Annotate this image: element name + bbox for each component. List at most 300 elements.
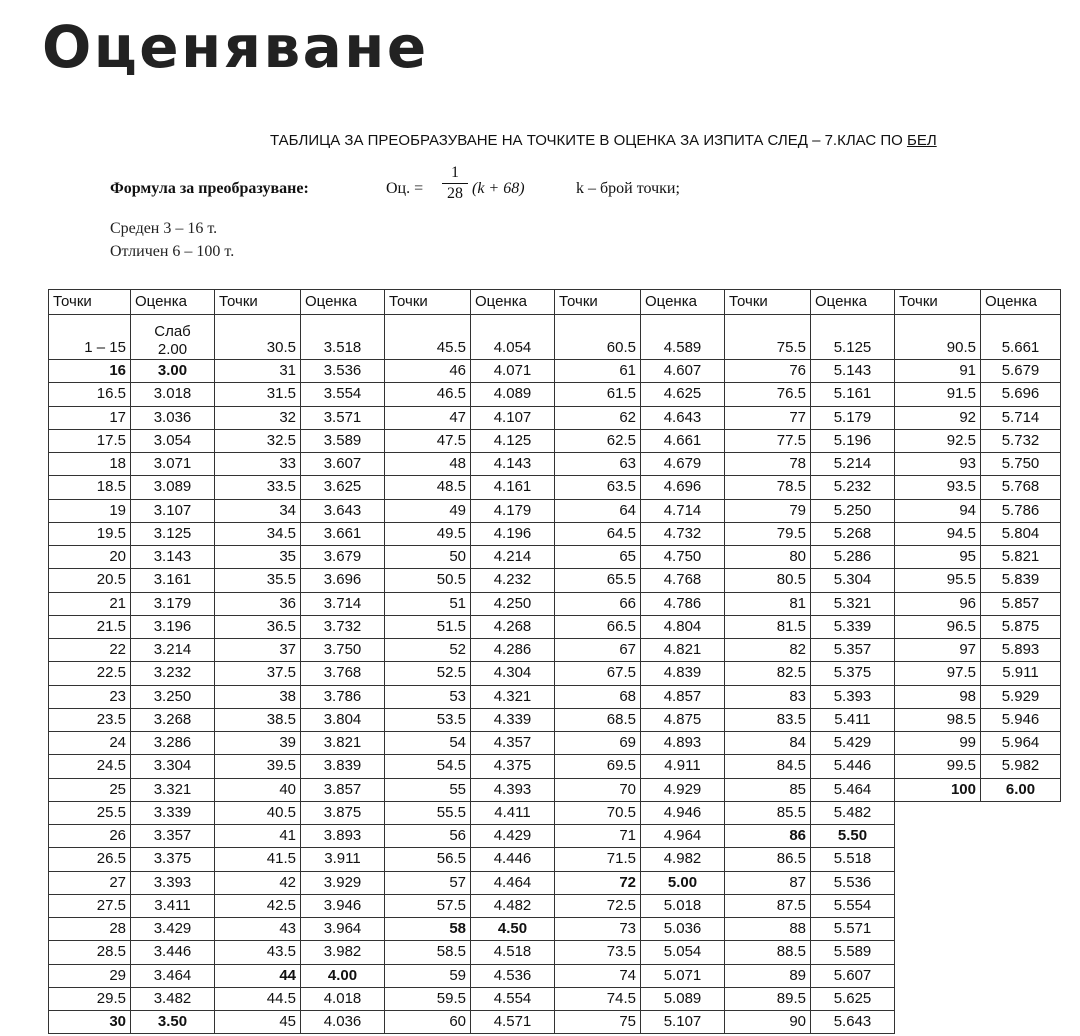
empty-cell (981, 941, 1061, 964)
header-points: Точки (215, 290, 301, 315)
points-cell: 66 (555, 592, 641, 615)
formula-denominator: 28 (447, 185, 463, 202)
points-cell: 89 (725, 964, 811, 987)
points-cell: 98 (895, 685, 981, 708)
header-grade: Оценка (301, 290, 385, 315)
points-cell: 50.5 (385, 569, 471, 592)
points-cell: 62 (555, 406, 641, 429)
points-cell: 19 (49, 499, 131, 522)
points-cell: 51.5 (385, 615, 471, 638)
grade-cell: 3.643 (301, 499, 385, 522)
points-cell: 17 (49, 406, 131, 429)
grade-cell: 5.607 (811, 964, 895, 987)
points-cell: 71 (555, 825, 641, 848)
points-cell: 92.5 (895, 429, 981, 452)
grade-cell: 5.554 (811, 894, 895, 917)
points-cell: 45.5 (385, 315, 471, 360)
table-row (49, 406, 1061, 429)
grade-cell: 3.929 (301, 871, 385, 894)
grade-cell: 3.446 (131, 941, 215, 964)
grade-cell: 4.696 (641, 476, 725, 499)
grade-cell: 4.554 (471, 987, 555, 1010)
points-cell: 72.5 (555, 894, 641, 917)
grade-cell: 3.839 (301, 755, 385, 778)
grade-cell: 3.375 (131, 848, 215, 871)
points-cell: 94 (895, 499, 981, 522)
points-cell: 39.5 (215, 755, 301, 778)
points-cell: 95.5 (895, 569, 981, 592)
points-cell: 71.5 (555, 848, 641, 871)
points-cell: 55.5 (385, 801, 471, 824)
points-cell: 38 (215, 685, 301, 708)
points-cell: 93 (895, 453, 981, 476)
points-cell: 97.5 (895, 662, 981, 685)
points-cell: 74.5 (555, 987, 641, 1010)
document-heading-text: ТАБЛИЦА ЗА ПРЕОБРАЗУВАНЕ НА ТОЧКИТЕ В ОЦЕНКА ЗА ИЗПИТА СЛЕД – 7.КЛАС ПО (270, 132, 907, 149)
points-cell: 40.5 (215, 801, 301, 824)
table-row (49, 708, 1061, 731)
points-cell: 56 (385, 825, 471, 848)
points-cell: 32 (215, 406, 301, 429)
header-points: Точки (725, 290, 811, 315)
table-row (49, 569, 1061, 592)
grade-cell: 3.714 (301, 592, 385, 615)
points-cell: 56.5 (385, 848, 471, 871)
grade-cell: 4.304 (471, 662, 555, 685)
points-cell: 26.5 (49, 848, 131, 871)
grade-cell: 4.732 (641, 522, 725, 545)
grade-cell: 4.161 (471, 476, 555, 499)
points-cell: 23.5 (49, 708, 131, 731)
points-cell: 18 (49, 453, 131, 476)
grade-cell: 4.214 (471, 546, 555, 569)
points-cell: 67 (555, 639, 641, 662)
points-cell: 61 (555, 360, 641, 383)
points-cell: 29.5 (49, 987, 131, 1010)
grade-cell: 5.714 (981, 406, 1061, 429)
grade-cell: 4.268 (471, 615, 555, 638)
grade-cell: 5.732 (981, 429, 1061, 452)
grade-cell: 4.107 (471, 406, 555, 429)
points-cell: 33 (215, 453, 301, 476)
empty-cell (895, 801, 981, 824)
points-cell: 73.5 (555, 941, 641, 964)
points-cell: 88 (725, 918, 811, 941)
grade-cell: 3.50 (131, 1011, 215, 1034)
points-cell: 47 (385, 406, 471, 429)
empty-cell (895, 987, 981, 1010)
grade-cell: 5.446 (811, 755, 895, 778)
grade-cell: 3.179 (131, 592, 215, 615)
table-row (49, 732, 1061, 755)
empty-cell (981, 801, 1061, 824)
grade-cell: 4.982 (641, 848, 725, 871)
grade-cell: 4.911 (641, 755, 725, 778)
empty-cell (981, 1011, 1061, 1034)
points-cell: 98.5 (895, 708, 981, 731)
points-cell: 54 (385, 732, 471, 755)
points-cell: 60.5 (555, 315, 641, 360)
points-cell: 1 – 15 (49, 315, 131, 360)
points-cell: 87 (725, 871, 811, 894)
points-cell: 93.5 (895, 476, 981, 499)
grade-cell: 5.964 (981, 732, 1061, 755)
points-cell: 58 (385, 918, 471, 941)
points-cell: 41.5 (215, 848, 301, 871)
grade-cell: 5.911 (981, 662, 1061, 685)
page-title: Оценяване (42, 13, 429, 81)
points-cell: 85 (725, 778, 811, 801)
points-cell: 78 (725, 453, 811, 476)
grade-cell: 3.732 (301, 615, 385, 638)
points-cell: 44 (215, 964, 301, 987)
points-cell: 69.5 (555, 755, 641, 778)
points-cell: 32.5 (215, 429, 301, 452)
grade-cell: 4.768 (641, 569, 725, 592)
grade-cell: 5.696 (981, 383, 1061, 406)
grade-cell: 3.982 (301, 941, 385, 964)
grade-cell: 4.625 (641, 383, 725, 406)
empty-cell (895, 825, 981, 848)
points-cell: 90.5 (895, 315, 981, 360)
grade-cell: 4.964 (641, 825, 725, 848)
points-cell: 21.5 (49, 615, 131, 638)
formula-label: Формула за преобразуване: (110, 180, 309, 197)
grade-conversion-table (48, 289, 1061, 1034)
grade-cell: 4.464 (471, 871, 555, 894)
points-cell: 31 (215, 360, 301, 383)
points-cell: 75 (555, 1011, 641, 1034)
grade-cell: 3.661 (301, 522, 385, 545)
points-cell: 52.5 (385, 662, 471, 685)
grade-cell: 4.125 (471, 429, 555, 452)
grade-cell: 3.107 (131, 499, 215, 522)
points-cell: 39 (215, 732, 301, 755)
grade-cell: 4.857 (641, 685, 725, 708)
header-points: Точки (49, 290, 131, 315)
grade-cell: 3.071 (131, 453, 215, 476)
table-row (49, 941, 1061, 964)
table-row (49, 685, 1061, 708)
points-cell: 87.5 (725, 894, 811, 917)
grade-cell: 3.804 (301, 708, 385, 731)
grade-cell: 4.946 (641, 801, 725, 824)
grade-cell: 4.143 (471, 453, 555, 476)
points-cell: 76.5 (725, 383, 811, 406)
grade-cell: 4.446 (471, 848, 555, 871)
points-cell: 24.5 (49, 755, 131, 778)
grade-cell: 4.750 (641, 546, 725, 569)
grade-cell: 4.018 (301, 987, 385, 1010)
points-cell: 37 (215, 639, 301, 662)
points-cell: 58.5 (385, 941, 471, 964)
fraction-bar (442, 183, 468, 184)
grade-cell: 4.393 (471, 778, 555, 801)
points-cell: 96 (895, 592, 981, 615)
grade-cell: 3.679 (301, 546, 385, 569)
grade-cell: 4.071 (471, 360, 555, 383)
points-cell: 21 (49, 592, 131, 615)
points-cell: 70 (555, 778, 641, 801)
points-cell: 43 (215, 918, 301, 941)
points-cell: 42.5 (215, 894, 301, 917)
grade-cell: 5.393 (811, 685, 895, 708)
grade-cell: 5.304 (811, 569, 895, 592)
grade-cell: 5.036 (641, 918, 725, 941)
table-row (49, 592, 1061, 615)
grade-cell: 4.196 (471, 522, 555, 545)
points-cell: 48.5 (385, 476, 471, 499)
formula-numerator: 1 (451, 164, 459, 181)
grade-cell: 5.00 (641, 871, 725, 894)
points-cell: 20.5 (49, 569, 131, 592)
points-cell: 16.5 (49, 383, 131, 406)
points-cell: 22 (49, 639, 131, 662)
grade-cell: 5.429 (811, 732, 895, 755)
grade-cell: 3.411 (131, 894, 215, 917)
grade-cell: 3.625 (301, 476, 385, 499)
points-cell: 22.5 (49, 662, 131, 685)
empty-cell (895, 964, 981, 987)
grade-cell: 3.00 (131, 360, 215, 383)
points-cell: 66.5 (555, 615, 641, 638)
grade-cell: 4.714 (641, 499, 725, 522)
grade-cell: 5.661 (981, 315, 1061, 360)
points-cell: 75.5 (725, 315, 811, 360)
grade-cell: 5.161 (811, 383, 895, 406)
grade-cell: 3.964 (301, 918, 385, 941)
grade-cell: 3.125 (131, 522, 215, 545)
points-cell: 99.5 (895, 755, 981, 778)
table-row (49, 871, 1061, 894)
empty-cell (895, 1011, 981, 1034)
grade-cell: 5.321 (811, 592, 895, 615)
points-cell: 38.5 (215, 708, 301, 731)
grade-cell: 5.982 (981, 755, 1061, 778)
grade-cell: 4.250 (471, 592, 555, 615)
grade-cell: 3.214 (131, 639, 215, 662)
points-cell: 28.5 (49, 941, 131, 964)
formula-lhs: Оц. = (386, 180, 424, 197)
grade-cell: 3.250 (131, 685, 215, 708)
grade-cell: 5.375 (811, 662, 895, 685)
note-average: Среден 3 – 16 т. (110, 220, 218, 237)
points-cell: 85.5 (725, 801, 811, 824)
formula-fraction (442, 164, 468, 203)
grade-cell: 4.821 (641, 639, 725, 662)
points-cell: 27.5 (49, 894, 131, 917)
points-cell: 80.5 (725, 569, 811, 592)
table-row (49, 825, 1061, 848)
grade-cell: 4.518 (471, 941, 555, 964)
grade-cell: 3.911 (301, 848, 385, 871)
grade-cell: 5.50 (811, 825, 895, 848)
grade-cell: 4.339 (471, 708, 555, 731)
table-row (49, 499, 1061, 522)
grade-cell: 5.679 (981, 360, 1061, 383)
grade-cell: 4.357 (471, 732, 555, 755)
grade-cell: 5.482 (811, 801, 895, 824)
grade-cell: 4.893 (641, 732, 725, 755)
points-cell: 17.5 (49, 429, 131, 452)
points-cell: 86.5 (725, 848, 811, 871)
grade-cell: 4.804 (641, 615, 725, 638)
points-cell: 50 (385, 546, 471, 569)
points-cell: 91.5 (895, 383, 981, 406)
points-cell: 61.5 (555, 383, 641, 406)
points-cell: 64.5 (555, 522, 641, 545)
points-cell: 99 (895, 732, 981, 755)
points-cell: 64 (555, 499, 641, 522)
points-cell: 40 (215, 778, 301, 801)
points-cell: 57 (385, 871, 471, 894)
points-cell: 46 (385, 360, 471, 383)
points-cell: 73 (555, 918, 641, 941)
grade-cell: 5.250 (811, 499, 895, 522)
empty-cell (981, 987, 1061, 1010)
table-row (49, 801, 1061, 824)
points-cell: 100 (895, 778, 981, 801)
points-cell: 59.5 (385, 987, 471, 1010)
grade-cell: 4.089 (471, 383, 555, 406)
points-cell: 97 (895, 639, 981, 662)
grade-cell: 5.839 (981, 569, 1061, 592)
table-row (49, 476, 1061, 499)
points-cell: 80 (725, 546, 811, 569)
points-cell: 47.5 (385, 429, 471, 452)
grade-cell: 5.143 (811, 360, 895, 383)
points-cell: 81 (725, 592, 811, 615)
grade-cell: 3.054 (131, 429, 215, 452)
header-points: Точки (895, 290, 981, 315)
points-cell: 79 (725, 499, 811, 522)
points-cell: 31.5 (215, 383, 301, 406)
grade-cell: 5.018 (641, 894, 725, 917)
grade-cell: 4.929 (641, 778, 725, 801)
grade-cell: 3.268 (131, 708, 215, 731)
grade-cell: 3.875 (301, 801, 385, 824)
grade-cell: 5.054 (641, 941, 725, 964)
grade-cell: 3.286 (131, 732, 215, 755)
table-row (49, 755, 1061, 778)
grade-cell: 5.786 (981, 499, 1061, 522)
grade-cell: 3.393 (131, 871, 215, 894)
grade-cell: 3.554 (301, 383, 385, 406)
points-cell: 19.5 (49, 522, 131, 545)
points-cell: 33.5 (215, 476, 301, 499)
fail-label: Слаб (154, 323, 191, 340)
table-row (49, 778, 1061, 801)
grade-cell: 4.875 (641, 708, 725, 731)
empty-cell (895, 871, 981, 894)
grade-cell: 3.696 (301, 569, 385, 592)
points-cell: 88.5 (725, 941, 811, 964)
table-row (49, 429, 1061, 452)
points-cell: 84.5 (725, 755, 811, 778)
empty-cell (895, 894, 981, 917)
grade-cell: 4.571 (471, 1011, 555, 1034)
grade-cell: 3.232 (131, 662, 215, 685)
points-cell: 82 (725, 639, 811, 662)
grade-cell: 4.589 (641, 315, 725, 360)
empty-cell (895, 848, 981, 871)
empty-cell (981, 871, 1061, 894)
grade-cell: 4.232 (471, 569, 555, 592)
grade-cell (131, 315, 215, 360)
points-cell: 49 (385, 499, 471, 522)
points-cell: 65.5 (555, 569, 641, 592)
fail-grade: 2.00 (157, 341, 188, 358)
table-row (49, 1011, 1061, 1034)
grade-cell: 3.464 (131, 964, 215, 987)
grade-cell: 3.857 (301, 778, 385, 801)
points-cell: 59 (385, 964, 471, 987)
points-cell: 36.5 (215, 615, 301, 638)
grade-cell: 3.589 (301, 429, 385, 452)
table-row (49, 987, 1061, 1010)
empty-cell (981, 918, 1061, 941)
grade-cell: 3.536 (301, 360, 385, 383)
formula-k-definition: k – брой точки; (576, 180, 680, 197)
table-row (49, 639, 1061, 662)
points-cell: 25.5 (49, 801, 131, 824)
points-cell: 34 (215, 499, 301, 522)
grade-cell: 5.750 (981, 453, 1061, 476)
points-cell: 23 (49, 685, 131, 708)
grade-cell: 5.357 (811, 639, 895, 662)
points-cell: 29 (49, 964, 131, 987)
points-cell: 83 (725, 685, 811, 708)
grade-cell: 3.571 (301, 406, 385, 429)
points-cell: 63 (555, 453, 641, 476)
grade-cell: 5.643 (811, 1011, 895, 1034)
points-cell: 49.5 (385, 522, 471, 545)
grade-cell: 4.661 (641, 429, 725, 452)
table-row (49, 894, 1061, 917)
table-row (49, 615, 1061, 638)
points-cell: 30 (49, 1011, 131, 1034)
grade-cell: 5.107 (641, 1011, 725, 1034)
grade-cell: 3.821 (301, 732, 385, 755)
table-row (49, 360, 1061, 383)
grade-cell: 3.946 (301, 894, 385, 917)
grade-cell: 5.214 (811, 453, 895, 476)
points-cell: 81.5 (725, 615, 811, 638)
points-cell: 44.5 (215, 987, 301, 1010)
header-grade: Оценка (811, 290, 895, 315)
points-cell: 84 (725, 732, 811, 755)
points-cell: 91 (895, 360, 981, 383)
grade-cell: 3.196 (131, 615, 215, 638)
grade-cell: 5.411 (811, 708, 895, 731)
points-cell: 95 (895, 546, 981, 569)
grade-cell: 3.518 (301, 315, 385, 360)
grade-cell: 4.429 (471, 825, 555, 848)
grade-cell: 3.143 (131, 546, 215, 569)
grade-cell: 4.411 (471, 801, 555, 824)
grade-cell: 4.286 (471, 639, 555, 662)
grade-cell: 5.875 (981, 615, 1061, 638)
grade-cell: 3.607 (301, 453, 385, 476)
grade-cell: 5.286 (811, 546, 895, 569)
points-cell: 90 (725, 1011, 811, 1034)
grade-cell: 6.00 (981, 778, 1061, 801)
table-row (49, 848, 1061, 871)
grade-cell: 5.929 (981, 685, 1061, 708)
points-cell: 77 (725, 406, 811, 429)
points-cell: 41 (215, 825, 301, 848)
grade-cell: 5.536 (811, 871, 895, 894)
